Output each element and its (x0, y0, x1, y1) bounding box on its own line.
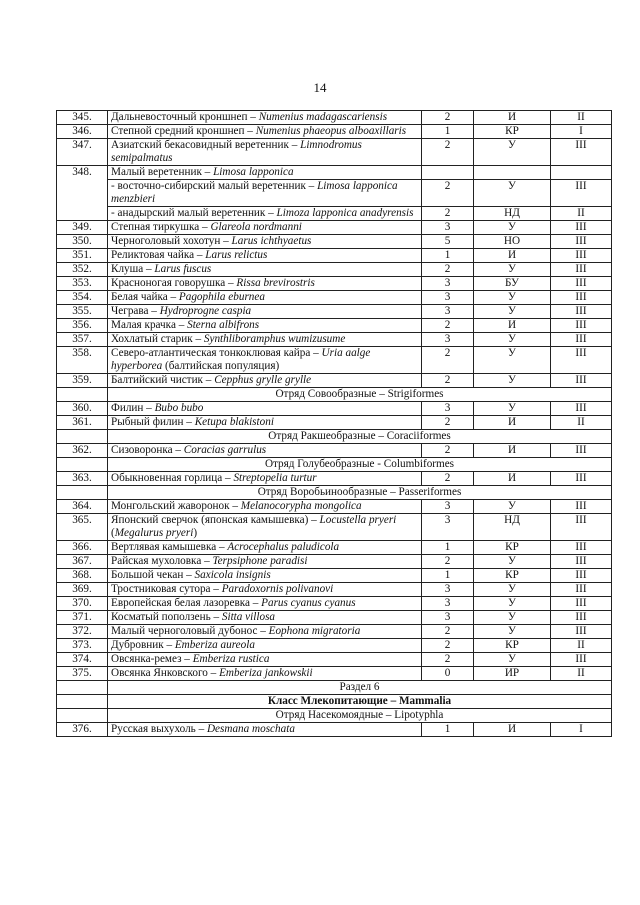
species-row (57, 653, 612, 667)
russian-name: Дубровник – (111, 639, 175, 651)
latin-name: Acrocephalus paludicola (227, 541, 340, 553)
russian-name: Русская выхухоль – (111, 723, 207, 735)
category-value: 3 (422, 611, 474, 625)
species-name-cell (108, 583, 422, 597)
status-value: И (474, 444, 551, 458)
russian-name: Реликтовая чайка – (111, 249, 206, 261)
species-name-cell (108, 639, 422, 653)
category-value: 2 (422, 444, 474, 458)
russian-name: Монгольский жаворонок – (111, 500, 241, 512)
category-value: 1 (422, 249, 474, 263)
species-row (57, 291, 612, 305)
status-value: НД (474, 514, 551, 541)
row-number: 351. (57, 249, 108, 263)
status-value: И (474, 319, 551, 333)
section-heading: Отряд Совообразные – Strigiformes (108, 388, 612, 402)
status-value: И (474, 723, 551, 737)
latin-name: Numenius madagascariensis (258, 111, 388, 123)
russian-name: Степной средний кроншнеп – (111, 125, 256, 137)
row-number: 354. (57, 291, 108, 305)
species-row (57, 541, 612, 555)
status-value: У (474, 625, 551, 639)
species-row (57, 611, 612, 625)
species-group-row (57, 166, 612, 180)
class-value: III (551, 347, 612, 374)
row-number: 355. (57, 305, 108, 319)
species-row (57, 111, 612, 125)
category-value: 3 (422, 402, 474, 416)
russian-name: Тростниковая сутора – (111, 583, 222, 595)
category-value: 2 (422, 180, 474, 207)
category-value: 2 (422, 653, 474, 667)
latin-name: Locustella pryeri (319, 514, 397, 526)
section-row (57, 388, 612, 402)
category-value: 1 (422, 723, 474, 737)
section-row (57, 695, 612, 709)
species-name-cell (108, 111, 422, 125)
status-value: И (474, 472, 551, 486)
species-row (57, 125, 612, 139)
latin-name: Limosa lapponica (213, 166, 294, 178)
row-number-cell (57, 388, 108, 402)
class-value: III (551, 653, 612, 667)
section-row (57, 430, 612, 444)
species-name-cell (108, 444, 422, 458)
category-value: 1 (422, 125, 474, 139)
latin-synonym: Megalurus pryeri (114, 527, 194, 539)
russian-name: Дальневосточный кроншнеп – (111, 111, 259, 123)
russian-name: Рыбный филин – (111, 416, 195, 428)
latin-name: Sitta villosa (221, 611, 276, 623)
latin-name: Emberiza rustica (192, 653, 270, 665)
russian-name: Малый черноголовый дубонос – (111, 625, 269, 637)
species-name-cell (108, 333, 422, 347)
species-name-cell (108, 249, 422, 263)
row-number: 373. (57, 639, 108, 653)
row-number: 349. (57, 221, 108, 235)
latin-name: Emberiza aureola (174, 639, 255, 651)
species-name-cell (108, 472, 422, 486)
latin-name: Rissa brevirostris (236, 277, 315, 289)
russian-name: Филин – (111, 402, 155, 414)
status-value: У (474, 374, 551, 388)
class-value: III (551, 333, 612, 347)
status-value: НО (474, 235, 551, 249)
russian-name: Европейская белая лазоревка – (111, 597, 262, 609)
species-row (57, 500, 612, 514)
section-row (57, 458, 612, 472)
class-value: III (551, 541, 612, 555)
species-name-cell (108, 541, 422, 555)
row-number: 360. (57, 402, 108, 416)
class-value: III (551, 569, 612, 583)
section-row (57, 709, 612, 723)
category-value: 5 (422, 235, 474, 249)
latin-name: Desmana moschata (206, 723, 295, 735)
latin-name: Larus ichthyaetus (231, 235, 312, 247)
category-value: 0 (422, 667, 474, 681)
russian-name: Малая крачка – (111, 319, 188, 331)
species-table (56, 110, 612, 737)
russian-name: Белая чайка – (111, 291, 179, 303)
class-value: III (551, 444, 612, 458)
species-row (57, 249, 612, 263)
species-name-cell (108, 166, 422, 180)
row-number: 356. (57, 319, 108, 333)
species-name-cell (108, 555, 422, 569)
class-value: III (551, 139, 612, 166)
class-value: III (551, 611, 612, 625)
category-value: 2 (422, 111, 474, 125)
species-name-cell (108, 139, 422, 166)
class-cell (551, 166, 612, 180)
species-name-cell (108, 221, 422, 235)
row-number-cell (57, 709, 108, 723)
latin-name: Terpsiphone paradisi (212, 555, 308, 567)
row-number: 352. (57, 263, 108, 277)
russian-name: - анадырский малый веретенник – (111, 207, 277, 219)
status-value: У (474, 583, 551, 597)
species-row (57, 374, 612, 388)
status-value: У (474, 291, 551, 305)
class-value: I (551, 723, 612, 737)
status-value: КР (474, 125, 551, 139)
class-value: III (551, 514, 612, 541)
species-row (57, 639, 612, 653)
status-value: ИР (474, 667, 551, 681)
row-number: 362. (57, 444, 108, 458)
species-row (57, 625, 612, 639)
species-name-cell (108, 667, 422, 681)
russian-name: Райская мухоловка – (111, 555, 213, 567)
latin-name: Cepphus grylle grylle (214, 374, 312, 386)
russian-name: - восточно-сибирский малый веретенник – (111, 180, 318, 192)
category-cell (422, 166, 474, 180)
status-value: КР (474, 569, 551, 583)
status-value: И (474, 416, 551, 430)
class-value: III (551, 402, 612, 416)
species-name-cell (108, 625, 422, 639)
species-name-cell (108, 305, 422, 319)
row-number: 348. (57, 166, 108, 221)
species-name-cell (108, 125, 422, 139)
status-value: И (474, 111, 551, 125)
category-value: 2 (422, 139, 474, 166)
latin-name: Pagophila eburnea (178, 291, 265, 303)
species-table-body (57, 111, 612, 737)
subspecies-row (57, 207, 612, 221)
russian-name: Обыкновенная горлица – (111, 472, 234, 484)
species-name-cell (108, 416, 422, 430)
species-row (57, 235, 612, 249)
latin-name: Sterna albifrons (187, 319, 260, 331)
species-row (57, 472, 612, 486)
row-number: 372. (57, 625, 108, 639)
status-value: У (474, 402, 551, 416)
section-heading: Отряд Голубеобразные - Columbiformes (108, 458, 612, 472)
latin-name: Streptopelia turtur (233, 472, 317, 484)
species-row (57, 416, 612, 430)
species-name-cell (108, 500, 422, 514)
status-value: У (474, 653, 551, 667)
section-heading: Раздел 6 (108, 681, 612, 695)
category-value: 2 (422, 416, 474, 430)
name-note: (балтийская популяция) (162, 360, 280, 372)
russian-name: Балтийский чистик – (111, 374, 215, 386)
species-name-cell (108, 277, 422, 291)
species-name-cell (108, 597, 422, 611)
row-number: 371. (57, 611, 108, 625)
status-value: У (474, 555, 551, 569)
russian-name: Чеграва – (111, 305, 160, 317)
species-row (57, 277, 612, 291)
row-number: 345. (57, 111, 108, 125)
page-number: 14 (313, 80, 327, 95)
russian-name: Хохлатый старик – (111, 333, 204, 345)
class-value: II (551, 639, 612, 653)
latin-name: Larus relictus (205, 249, 268, 261)
latin-name: Parus cyanus cyanus (261, 597, 356, 609)
class-value: III (551, 374, 612, 388)
latin-name: Numenius phaeopus alboaxillaris (255, 125, 407, 137)
row-number: 364. (57, 500, 108, 514)
class-value: II (551, 207, 612, 221)
species-name-cell (108, 402, 422, 416)
russian-name: Большой чекан – (111, 569, 195, 581)
category-value: 2 (422, 639, 474, 653)
row-number: 363. (57, 472, 108, 486)
class-value: II (551, 667, 612, 681)
class-value: III (551, 555, 612, 569)
species-row (57, 305, 612, 319)
row-number-cell (57, 695, 108, 709)
species-name-cell (108, 514, 422, 541)
row-number: 376. (57, 723, 108, 737)
row-number: 357. (57, 333, 108, 347)
category-value: 2 (422, 472, 474, 486)
category-value: 2 (422, 374, 474, 388)
row-number: 374. (57, 653, 108, 667)
category-value: 2 (422, 347, 474, 374)
class-value: III (551, 597, 612, 611)
latin-name: Saxicola insignis (194, 569, 271, 581)
status-value: НД (474, 207, 551, 221)
russian-name: Вертлявая камышевка – (111, 541, 228, 553)
latin-name: Ketupa blakistoni (194, 416, 274, 428)
class-value: III (551, 277, 612, 291)
section-heading: Отряд Ракшеобразные – Coraciiformes (108, 430, 612, 444)
subspecies-row (57, 180, 612, 207)
russian-name: Красноногая говорушка – (111, 277, 237, 289)
latin-name: Emberiza jankowskii (219, 667, 313, 679)
species-row (57, 583, 612, 597)
species-row (57, 597, 612, 611)
russian-name: Сизоворонка – (111, 444, 184, 456)
row-number: 347. (57, 139, 108, 166)
latin-name: Glareola nordmanni (210, 221, 302, 233)
species-row (57, 347, 612, 374)
status-value: У (474, 263, 551, 277)
status-value: У (474, 500, 551, 514)
section-row (57, 681, 612, 695)
class-value: III (551, 221, 612, 235)
section-heading: Отряд Воробьинообразные – Passeriformes (108, 486, 612, 500)
row-number-cell (57, 486, 108, 500)
latin-name: Bubo bubo (154, 402, 204, 414)
latin-name: Limnodromus semipalmatus (111, 139, 362, 164)
species-row (57, 667, 612, 681)
status-value: КР (474, 541, 551, 555)
species-row (57, 402, 612, 416)
species-name-cell (108, 347, 422, 374)
category-value: 3 (422, 221, 474, 235)
russian-name: Черноголовый хохотун – (111, 235, 232, 247)
latin-name: Limosa lapponica menzbieri (111, 180, 398, 205)
category-value: 2 (422, 555, 474, 569)
row-number: 375. (57, 667, 108, 681)
russian-name: Степная тиркушка – (111, 221, 211, 233)
class-value: III (551, 625, 612, 639)
class-value: III (551, 583, 612, 597)
species-row (57, 333, 612, 347)
russian-name: Малый веретенник – (111, 166, 214, 178)
row-number: 359. (57, 374, 108, 388)
category-value: 3 (422, 500, 474, 514)
section-heading: Отряд Насекомоядные – Lipotyphla (108, 709, 612, 723)
latin-name: Paradoxornis polivanovi (221, 583, 334, 595)
row-number: 369. (57, 583, 108, 597)
category-value: 1 (422, 541, 474, 555)
row-number: 361. (57, 416, 108, 430)
category-value: 3 (422, 305, 474, 319)
species-name-cell (108, 611, 422, 625)
species-row (57, 221, 612, 235)
species-name-cell (108, 723, 422, 737)
species-row (57, 569, 612, 583)
latin-name: Larus fuscus (154, 263, 212, 275)
species-name-cell (108, 291, 422, 305)
class-value: III (551, 235, 612, 249)
species-name-cell (108, 374, 422, 388)
row-number-cell (57, 430, 108, 444)
row-number: 367. (57, 555, 108, 569)
species-name-cell (108, 319, 422, 333)
category-value: 3 (422, 597, 474, 611)
russian-name: Овсянка-ремез – (111, 653, 193, 665)
row-number-cell (57, 681, 108, 695)
category-value: 2 (422, 263, 474, 277)
latin-name: Melanocorypha mongolica (240, 500, 362, 512)
status-value: У (474, 597, 551, 611)
category-value: 3 (422, 277, 474, 291)
latin-name: Uria aalge hyperborea (111, 347, 371, 372)
species-name-cell (108, 235, 422, 249)
russian-name: Азиатский бекасовидный веретенник – (111, 139, 301, 151)
class-value: I (551, 125, 612, 139)
row-number: 370. (57, 597, 108, 611)
status-value: У (474, 305, 551, 319)
latin-name: Synthliboramphus wumizusume (203, 333, 346, 345)
name-note-end: ) (193, 527, 198, 539)
species-name-cell (108, 569, 422, 583)
class-value: III (551, 249, 612, 263)
species-row (57, 723, 612, 737)
row-number: 365. (57, 514, 108, 541)
species-row (57, 139, 612, 166)
row-number-cell (57, 458, 108, 472)
category-value: 3 (422, 291, 474, 305)
status-value: БУ (474, 277, 551, 291)
section-heading: Класс Млекопитающие – Mammalia (108, 695, 612, 709)
species-name-cell (108, 263, 422, 277)
russian-name: Клуша – (111, 263, 155, 275)
latin-name: Eophona migratoria (268, 625, 361, 637)
species-row (57, 555, 612, 569)
russian-name: Косматый поползень – (111, 611, 222, 623)
class-value: III (551, 500, 612, 514)
species-row (57, 514, 612, 541)
russian-name: Японский сверчок (японская камышевка) – (111, 514, 320, 526)
species-name-cell (108, 180, 422, 207)
species-row (57, 263, 612, 277)
row-number: 346. (57, 125, 108, 139)
russian-name: Северо-атлантическая тонкоклювая кайра – (111, 347, 322, 359)
species-name-cell (108, 653, 422, 667)
class-value: III (551, 319, 612, 333)
russian-name: Овсянка Янковского – (111, 667, 220, 679)
status-value: У (474, 333, 551, 347)
status-value: У (474, 139, 551, 166)
status-value: У (474, 180, 551, 207)
status-value: И (474, 249, 551, 263)
name-note: ( (111, 527, 115, 539)
category-value: 3 (422, 333, 474, 347)
species-name-cell (108, 207, 422, 221)
class-value: III (551, 263, 612, 277)
class-value: III (551, 305, 612, 319)
status-value: У (474, 611, 551, 625)
status-cell (474, 166, 551, 180)
class-value: II (551, 111, 612, 125)
class-value: II (551, 416, 612, 430)
row-number: 350. (57, 235, 108, 249)
category-value: 2 (422, 625, 474, 639)
category-value: 3 (422, 514, 474, 541)
category-value: 2 (422, 207, 474, 221)
latin-name: Limoza lapponica anadyrensis (276, 207, 414, 219)
row-number: 353. (57, 277, 108, 291)
latin-name: Coracias garrulus (183, 444, 267, 456)
category-value: 2 (422, 319, 474, 333)
species-row (57, 319, 612, 333)
status-value: КР (474, 639, 551, 653)
status-value: У (474, 347, 551, 374)
category-value: 3 (422, 583, 474, 597)
class-value: III (551, 291, 612, 305)
class-value: III (551, 180, 612, 207)
section-row (57, 486, 612, 500)
row-number: 358. (57, 347, 108, 374)
category-value: 1 (422, 569, 474, 583)
row-number: 366. (57, 541, 108, 555)
latin-name: Hydroprogne caspia (159, 305, 252, 317)
species-row (57, 444, 612, 458)
row-number: 368. (57, 569, 108, 583)
class-value: III (551, 472, 612, 486)
status-value: У (474, 221, 551, 235)
